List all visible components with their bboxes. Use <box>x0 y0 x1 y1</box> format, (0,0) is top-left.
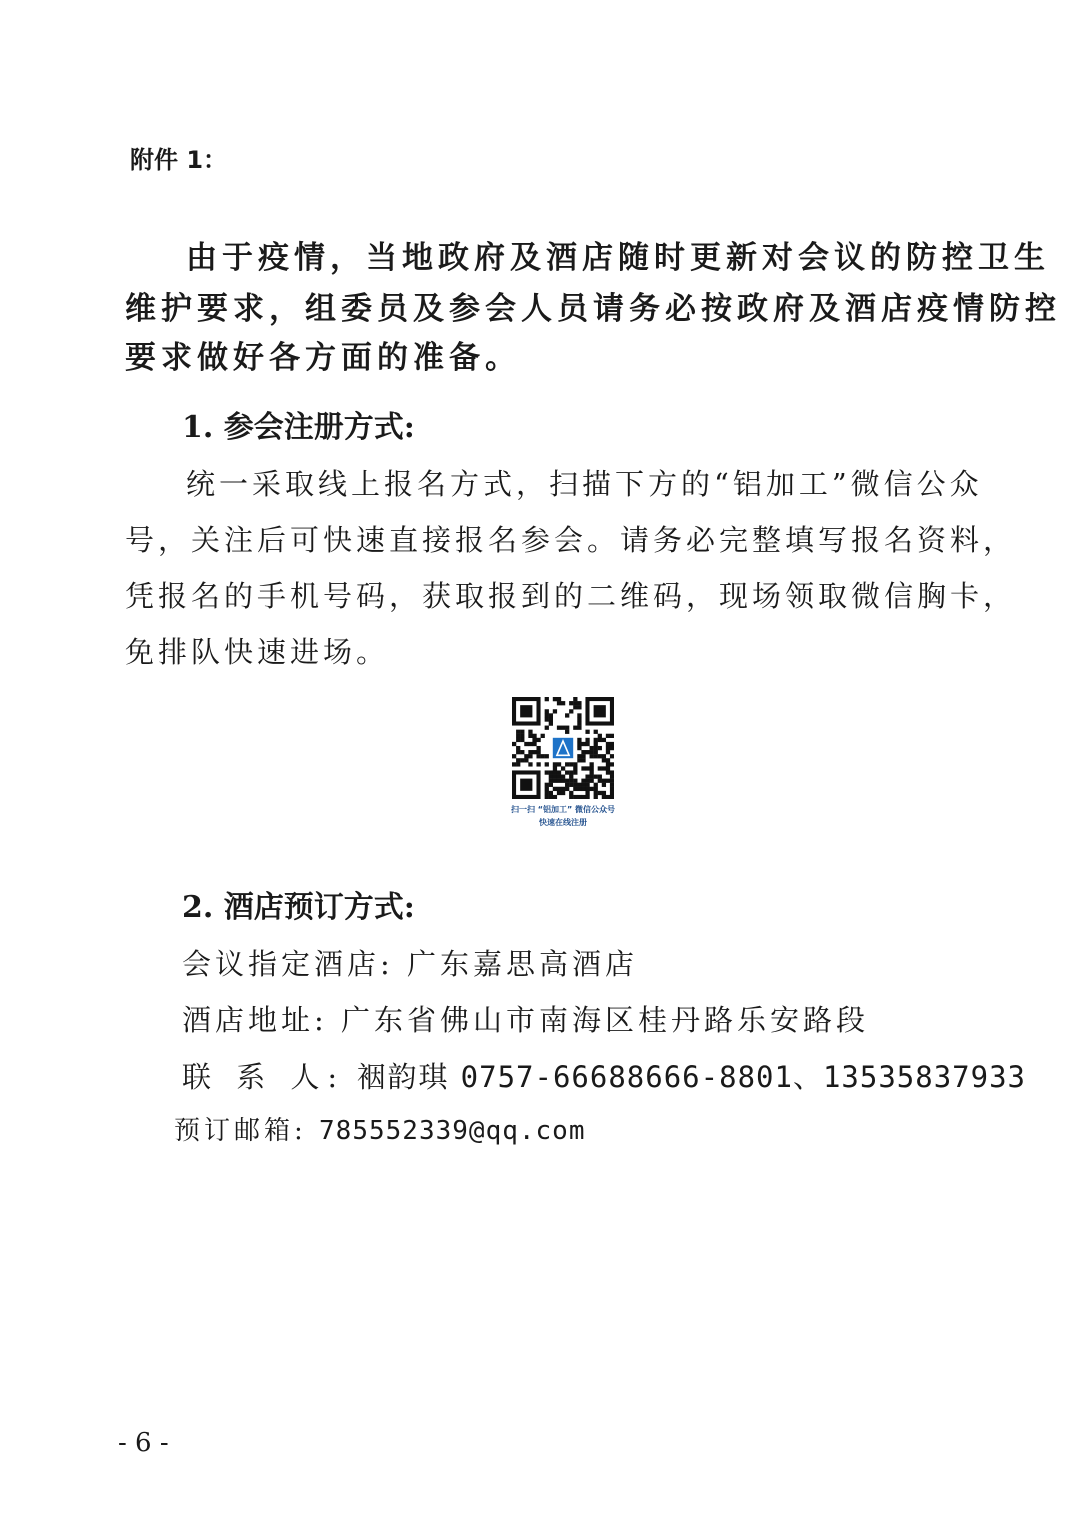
qr-module <box>553 787 557 791</box>
qr-module <box>516 734 520 738</box>
qr-module <box>561 726 565 730</box>
qr-module <box>545 713 549 717</box>
qr-module <box>594 742 598 746</box>
qr-module <box>606 766 610 770</box>
qr-module <box>590 766 594 770</box>
qr-module <box>610 787 614 791</box>
qr-finder-core <box>594 705 606 717</box>
qr-module <box>545 697 549 701</box>
qr-module <box>573 770 577 774</box>
qr-module <box>606 762 610 766</box>
page-number: - 6 - <box>118 1428 169 1458</box>
qr-module <box>557 697 561 701</box>
qr-module <box>512 754 516 758</box>
qr-module <box>536 754 540 758</box>
qr-module <box>590 787 594 791</box>
qr-module <box>557 762 561 766</box>
qr-module <box>577 717 581 721</box>
qr-module <box>561 701 565 705</box>
qr-module <box>602 779 606 783</box>
qr-module <box>536 738 540 742</box>
qr-module <box>545 783 549 787</box>
qr-module <box>577 758 581 762</box>
qr-module <box>524 758 528 762</box>
qr-module <box>610 791 614 795</box>
qr-module <box>541 734 545 738</box>
wechat-qr-code <box>512 697 614 799</box>
qr-module <box>585 775 589 779</box>
section-1-line-2: 号，关注后可快速直接报名参会。请务必完整填写报名资料， <box>125 523 1017 557</box>
qr-module <box>606 770 610 774</box>
qr-module <box>581 742 585 746</box>
qr-module <box>598 791 602 795</box>
qr-module <box>594 783 598 787</box>
qr-module <box>573 701 577 705</box>
qr-module <box>524 754 528 758</box>
qr-module <box>549 775 553 779</box>
qr-module <box>549 713 553 717</box>
qr-module <box>585 779 589 783</box>
qr-module <box>581 779 585 783</box>
qr-module <box>606 742 610 746</box>
qr-module <box>577 754 581 758</box>
qr-module <box>573 766 577 770</box>
qr-module <box>590 762 594 766</box>
qr-module <box>545 762 549 766</box>
intro-line-2: 维护要求，组委员及参会人员请务必按政府及酒店疫情防控 <box>125 291 1061 327</box>
qr-module <box>594 775 598 779</box>
qr-module <box>577 701 581 705</box>
qr-module <box>598 734 602 738</box>
qr-module <box>557 787 561 791</box>
qr-module <box>602 738 606 742</box>
qr-module <box>581 795 585 799</box>
contact-label: 联 系 人: <box>182 1060 346 1094</box>
qr-module <box>545 795 549 799</box>
qr-finder-core <box>520 705 532 717</box>
qr-module <box>553 795 557 799</box>
qr-module <box>549 783 553 787</box>
qr-module <box>610 754 614 758</box>
qr-module <box>573 705 577 709</box>
qr-module <box>528 754 532 758</box>
qr-module <box>565 762 569 766</box>
qr-module <box>594 750 598 754</box>
qr-module <box>557 791 561 795</box>
qr-module <box>610 762 614 766</box>
section-1-line-4: 免排队快速进场。 <box>125 635 390 669</box>
email-label: 预订邮箱: <box>174 1116 307 1146</box>
qr-module <box>573 726 577 730</box>
qr-module <box>569 795 573 799</box>
qr-module <box>573 795 577 799</box>
section-1-line-1: 统一采取线上报名方式，扫描下方的“铝加工”微信公众 <box>186 467 983 501</box>
qr-module <box>536 746 540 750</box>
qr-module <box>561 775 565 779</box>
qr-module <box>516 758 520 762</box>
qr-module <box>606 734 610 738</box>
qr-module <box>594 730 598 734</box>
qr-module <box>528 730 532 734</box>
qr-module <box>569 783 573 787</box>
qr-caption-line-1: 扫一扫 “铝加工” 微信公众号 <box>510 805 616 814</box>
qr-module <box>598 766 602 770</box>
qr-module <box>573 787 577 791</box>
qr-module <box>549 791 553 795</box>
qr-module <box>569 779 573 783</box>
hotel-address: 广东省佛山市南海区桂丹路乐安路段 <box>341 1003 870 1037</box>
hotel-name: 广东嘉思高酒店 <box>407 947 639 981</box>
qr-module <box>549 721 553 725</box>
qr-module <box>598 775 602 779</box>
qr-module <box>573 697 577 701</box>
qr-module <box>577 738 581 742</box>
section-2-heading: 2. 酒店预订方式: <box>182 890 415 925</box>
qr-module <box>610 742 614 746</box>
qr-module <box>585 783 589 787</box>
qr-module <box>585 787 589 791</box>
qr-module <box>516 746 520 750</box>
qr-module <box>565 787 569 791</box>
qr-module <box>528 750 532 754</box>
qr-module <box>561 787 565 791</box>
qr-module <box>610 734 614 738</box>
qr-module <box>545 791 549 795</box>
qr-module <box>528 734 532 738</box>
qr-module <box>565 779 569 783</box>
qr-module <box>516 750 520 754</box>
qr-module <box>577 705 581 709</box>
qr-module <box>520 758 524 762</box>
qr-module <box>557 726 561 730</box>
qr-module <box>557 770 561 774</box>
qr-module <box>569 775 573 779</box>
qr-module <box>561 791 565 795</box>
qr-module <box>577 726 581 730</box>
qr-module <box>565 783 569 787</box>
qr-module <box>528 762 532 766</box>
qr-module <box>594 746 598 750</box>
qr-module <box>581 766 585 770</box>
qr-module <box>516 738 520 742</box>
qr-module <box>553 779 557 783</box>
qr-module <box>565 730 569 734</box>
qr-module <box>573 779 577 783</box>
qr-module <box>545 726 549 730</box>
qr-module <box>594 791 598 795</box>
qr-module <box>585 791 589 795</box>
qr-module <box>569 791 573 795</box>
qr-caption-line-2: 快速在线注册 <box>539 818 587 827</box>
qr-module <box>606 758 610 762</box>
qr-module <box>598 754 602 758</box>
qr-module <box>557 701 561 705</box>
qr-module <box>577 746 581 750</box>
qr-module <box>569 709 573 713</box>
qr-module <box>569 762 573 766</box>
intro-line-3: 要求做好各方面的准备。 <box>125 340 521 376</box>
qr-module <box>585 730 589 734</box>
qr-module <box>516 730 520 734</box>
qr-module <box>545 709 549 713</box>
qr-module <box>545 770 549 774</box>
qr-module <box>606 795 610 799</box>
hotel-row <box>182 942 638 983</box>
contact-phones: 0757-66688666-8801、13535837933 <box>460 1060 1026 1094</box>
qr-module <box>573 783 577 787</box>
qr-module <box>561 779 565 783</box>
qr-module <box>598 779 602 783</box>
qr-module <box>545 787 549 791</box>
contact-name: 裀韵琪 <box>356 1060 450 1094</box>
qr-module <box>590 754 594 758</box>
qr-module <box>528 742 532 746</box>
section-1-heading: 1. 参会注册方式: <box>182 410 415 445</box>
qr-module <box>581 787 585 791</box>
qr-module <box>610 795 614 799</box>
qr-module <box>520 730 524 734</box>
qr-module <box>590 750 594 754</box>
qr-module <box>610 746 614 750</box>
qr-module <box>561 766 565 770</box>
qr-module <box>590 746 594 750</box>
section-1-line-3: 凭报名的手机号码，获取报到的二维码，现场领取微信胸卡， <box>125 579 1017 613</box>
qr-module <box>557 779 561 783</box>
qr-module <box>602 758 606 762</box>
qr-module <box>590 770 594 774</box>
qr-module <box>585 738 589 742</box>
email-row <box>174 1110 585 1147</box>
qr-module <box>536 750 540 754</box>
qr-module <box>553 770 557 774</box>
booking-email: 785552339@qq.com <box>319 1116 586 1146</box>
qr-module <box>577 787 581 791</box>
qr-module <box>602 795 606 799</box>
qr-finder-core <box>520 779 532 791</box>
qr-module <box>577 713 581 717</box>
qr-module <box>581 783 585 787</box>
qr-module <box>598 738 602 742</box>
qr-module <box>606 746 610 750</box>
qr-module <box>541 754 545 758</box>
qr-module <box>516 762 520 766</box>
qr-module <box>577 721 581 725</box>
qr-module <box>594 738 598 742</box>
qr-module <box>532 734 536 738</box>
qr-module <box>602 783 606 787</box>
qr-module <box>569 770 573 774</box>
qr-module <box>520 738 524 742</box>
qr-module <box>590 775 594 779</box>
qr-module <box>512 762 516 766</box>
address-row <box>182 998 869 1039</box>
qr-module <box>545 754 549 758</box>
qr-module <box>512 742 516 746</box>
qr-module <box>581 750 585 754</box>
qr-module <box>565 770 569 774</box>
qr-module <box>594 795 598 799</box>
qr-module <box>532 742 536 746</box>
qr-module <box>577 783 581 787</box>
qr-module <box>606 779 610 783</box>
qr-module <box>553 775 557 779</box>
qr-module <box>536 762 540 766</box>
qr-module <box>594 754 598 758</box>
qr-module <box>565 713 569 717</box>
qr-module <box>585 795 589 799</box>
qr-module <box>573 762 577 766</box>
qr-module <box>581 754 585 758</box>
qr-module <box>532 750 536 754</box>
qr-module <box>549 770 553 774</box>
qr-module <box>602 766 606 770</box>
qr-module <box>553 766 557 770</box>
contact-row <box>182 1055 1026 1096</box>
qr-module <box>565 726 569 730</box>
qr-module <box>610 779 614 783</box>
qr-module <box>602 754 606 758</box>
qr-module <box>577 795 581 799</box>
qr-module <box>610 770 614 774</box>
qr-module <box>594 787 598 791</box>
qr-module <box>602 791 606 795</box>
qr-module <box>585 766 589 770</box>
qr-module <box>532 738 536 742</box>
qr-module <box>577 742 581 746</box>
qr-module <box>610 783 614 787</box>
qr-module <box>524 742 528 746</box>
qr-module <box>553 697 557 701</box>
qr-module <box>553 709 557 713</box>
address-label: 酒店地址: <box>182 1003 328 1037</box>
intro-line-1: 由于疫情，当地政府及酒店随时更新对会议的防控卫生 <box>186 240 1050 276</box>
qr-module <box>569 701 573 705</box>
qr-module <box>549 717 553 721</box>
hotel-label: 会议指定酒店: <box>182 947 394 981</box>
qr-module <box>549 795 553 799</box>
qr-module <box>549 779 553 783</box>
qr-module <box>553 762 557 766</box>
qr-module <box>606 750 610 754</box>
attachment-label: 附件 1： <box>130 146 228 174</box>
qr-module <box>610 775 614 779</box>
qr-module <box>590 779 594 783</box>
qr-module <box>581 758 585 762</box>
qr-module <box>520 734 524 738</box>
qr-module <box>520 750 524 754</box>
qr-module <box>585 750 589 754</box>
qr-module <box>598 746 602 750</box>
qr-module <box>545 717 549 721</box>
qr-module <box>585 742 589 746</box>
qr-module <box>557 775 561 779</box>
